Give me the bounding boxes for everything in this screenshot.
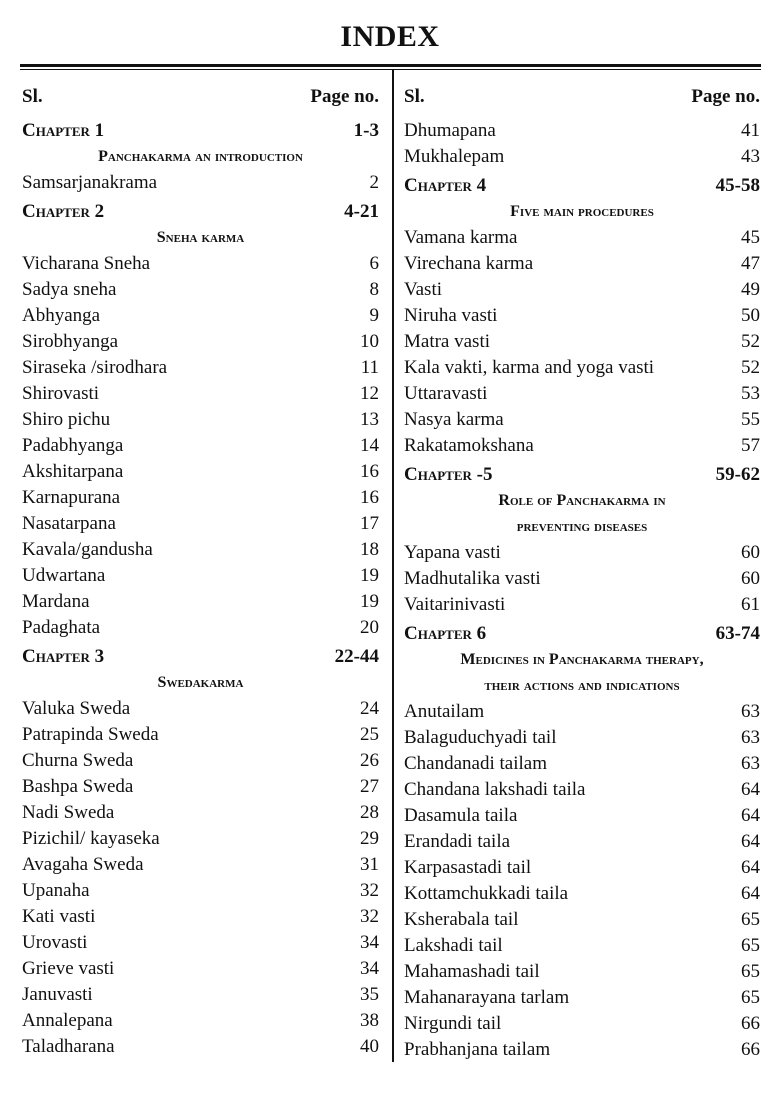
index-entry: [404, 355, 760, 381]
page-number: 16: [360, 461, 379, 482]
page-number: 9: [369, 305, 379, 326]
chapter-title: Chapter 3: [22, 646, 105, 667]
page-number: 31: [360, 854, 379, 875]
chapter-heading: [22, 199, 379, 225]
index-entry: [404, 985, 760, 1011]
index-entry: [22, 696, 379, 722]
entry-title: Matra vasti: [404, 331, 491, 352]
subtitle-text: Role of Panchakarma in: [498, 492, 666, 509]
page-number: 45: [741, 227, 760, 248]
page-number: 64: [741, 779, 760, 800]
entry-title: Karpasastadi tail: [404, 857, 532, 878]
page-number: 4-21: [344, 201, 379, 222]
page-number: 25: [360, 724, 379, 745]
section-subtitle: [22, 144, 379, 170]
entry-title: Mardana: [22, 591, 90, 612]
section-subtitle: [22, 225, 379, 251]
index-entry: [22, 251, 379, 277]
page-number: 64: [741, 831, 760, 852]
page-number: 66: [741, 1039, 760, 1060]
section-subtitle: [404, 514, 760, 540]
index-entry: [404, 907, 760, 933]
index-entry: [22, 381, 379, 407]
entry-title: Erandadi taila: [404, 831, 511, 852]
index-entry: [404, 829, 760, 855]
entry-title: Annalepana: [22, 1010, 113, 1031]
index-entry: [404, 855, 760, 881]
index-entry: [22, 982, 379, 1008]
index-entry: [22, 277, 379, 303]
page-number: 49: [741, 279, 760, 300]
entry-title: Bashpa Sweda: [22, 776, 134, 797]
entry-title: Dhumapana: [404, 120, 496, 141]
entry-title: Ksherabala tail: [404, 909, 519, 930]
entry-title: Balaguduchyadi tail: [404, 727, 557, 748]
chapter-heading: [22, 118, 379, 144]
subtitle-text: Swedakarma: [157, 674, 244, 691]
page-number: 26: [360, 750, 379, 771]
index-entry: [22, 615, 379, 641]
page-number: 27: [360, 776, 379, 797]
index-entry: [22, 329, 379, 355]
index-entry: [22, 303, 379, 329]
index-entry: [22, 1008, 379, 1034]
entry-title: Dasamula taila: [404, 805, 518, 826]
page-number: 57: [741, 435, 760, 456]
entry-title: Kavala/gandusha: [22, 539, 153, 560]
index-entry: [404, 540, 760, 566]
top-rule-thick: [20, 64, 761, 67]
page-number: 65: [741, 909, 760, 930]
section-subtitle: [404, 647, 760, 673]
index-entry: [404, 381, 760, 407]
page-number: 11: [360, 357, 379, 378]
index-entry: [404, 751, 760, 777]
entry-title: Nasya karma: [404, 409, 504, 430]
index-entry: [22, 485, 379, 511]
page-number: 43: [741, 146, 760, 167]
page-number: 24: [360, 698, 379, 719]
index-entry: [22, 433, 379, 459]
entry-title: Prabhanjana tailam: [404, 1039, 551, 1060]
page-number: 52: [741, 331, 760, 352]
page-number: 41: [741, 120, 760, 141]
index-entry: [404, 225, 760, 251]
entry-title: Grieve vasti: [22, 958, 115, 979]
entry-title: Uttaravasti: [404, 383, 488, 404]
chapter-title: Chapter 6: [404, 623, 487, 644]
chapter-title: Chapter 1: [22, 120, 105, 141]
index-entry: [404, 959, 760, 985]
entry-title: Virechana karma: [404, 253, 534, 274]
subtitle-text: preventing diseases: [516, 518, 648, 535]
page-number: 32: [360, 906, 379, 927]
entry-title: Churna Sweda: [22, 750, 134, 771]
entry-title: Kati vasti: [22, 906, 96, 927]
page-number: 29: [360, 828, 379, 849]
entry-title: Kottamchukkadi taila: [404, 883, 569, 904]
entry-title: Urovasti: [22, 932, 88, 953]
entry-title: Nadi Sweda: [22, 802, 115, 823]
page-number: 19: [360, 591, 379, 612]
index-entry: [22, 355, 379, 381]
index-entry: [404, 777, 760, 803]
page-number: 34: [360, 958, 379, 979]
page-number: 13: [360, 409, 379, 430]
page-number: 14: [360, 435, 379, 456]
chapter-heading: [404, 462, 760, 488]
column-divider: [392, 70, 394, 1062]
entry-title: Mukhalepam: [404, 146, 505, 167]
index-entry: [404, 251, 760, 277]
page-number: 34: [360, 932, 379, 953]
entry-title: Karnapurana: [22, 487, 121, 508]
index-entry: [404, 803, 760, 829]
entry-title: Vasti: [404, 279, 442, 300]
index-entry: [404, 1037, 760, 1063]
page-number: 12: [360, 383, 379, 404]
entry-title: Shiro pichu: [22, 409, 111, 430]
entry-title: Upanaha: [22, 880, 90, 901]
index-entry: [404, 329, 760, 355]
page-number: 18: [360, 539, 379, 560]
subtitle-text: their actions and indications: [484, 677, 680, 694]
page-number: 50: [741, 305, 760, 326]
index-entry: [404, 303, 760, 329]
entry-title: Akshitarpana: [22, 461, 124, 482]
index-entry: [404, 592, 760, 618]
entry-title: Kala vakti, karma and yoga vasti: [404, 357, 655, 378]
entry-title: Chandanadi tailam: [404, 753, 547, 774]
entry-title: Lakshadi tail: [404, 935, 503, 956]
section-subtitle: [404, 199, 760, 225]
index-entry: [22, 774, 379, 800]
page-number: 66: [741, 1013, 760, 1034]
page-number: 53: [741, 383, 760, 404]
entry-title: Madhutalika vasti: [404, 568, 541, 589]
page-number: 38: [360, 1010, 379, 1031]
page-number: 60: [741, 542, 760, 563]
index-entry: [22, 459, 379, 485]
page-number: 63: [741, 727, 760, 748]
index-entry: [22, 904, 379, 930]
page-number: 22-44: [334, 646, 379, 667]
page-number: 45-58: [715, 175, 760, 196]
page-number: 2: [369, 172, 379, 193]
page-number: 61: [741, 594, 760, 615]
page-number: 65: [741, 935, 760, 956]
entry-title: Niruha vasti: [404, 305, 498, 326]
page-number: 63-74: [715, 623, 760, 644]
column-header: [22, 84, 379, 110]
index-entry: [22, 878, 379, 904]
entry-title: Shirovasti: [22, 383, 100, 404]
chapter-title: Chapter -5: [404, 464, 493, 485]
entry-title: Nasatarpana: [22, 513, 116, 534]
entry-title: Pizichil/ kayaseka: [22, 828, 160, 849]
page-number: 16: [360, 487, 379, 508]
index-entry: [404, 881, 760, 907]
chapter-heading: [404, 621, 760, 647]
entry-title: Yapana vasti: [404, 542, 501, 563]
entry-title: Udwartana: [22, 565, 106, 586]
entry-title: Valuka Sweda: [22, 698, 131, 719]
header-sl: Sl.: [22, 86, 43, 107]
section-subtitle: [404, 488, 760, 514]
entry-title: Vicharana Sneha: [22, 253, 151, 274]
page-number: 47: [741, 253, 760, 274]
entry-title: Sadya sneha: [22, 279, 117, 300]
page-number: 40: [360, 1036, 379, 1057]
chapter-title: Chapter 2: [22, 201, 105, 222]
page-number: 60: [741, 568, 760, 589]
entry-title: Januvasti: [22, 984, 93, 1005]
page-number: 28: [360, 802, 379, 823]
chapter-heading: [22, 644, 379, 670]
entry-title: Anutailam: [404, 701, 485, 722]
index-entry: [404, 725, 760, 751]
page-number: 1-3: [353, 120, 379, 141]
section-subtitle: [404, 673, 760, 699]
index-entry: [404, 1011, 760, 1037]
index-entry: [22, 852, 379, 878]
index-entry: [22, 930, 379, 956]
page-number: 32: [360, 880, 379, 901]
entry-title: Abhyanga: [22, 305, 101, 326]
index-entry: [22, 537, 379, 563]
entry-title: Vamana karma: [404, 227, 518, 248]
entry-title: Samsarjanakrama: [22, 172, 158, 193]
page-number: 10: [360, 331, 379, 352]
header-sl: Sl.: [404, 86, 425, 107]
index-entry: [22, 1034, 379, 1060]
index-entry: [22, 956, 379, 982]
chapter-title: Chapter 4: [404, 175, 487, 196]
page-number: 19: [360, 565, 379, 586]
entry-title: Vaitarinivasti: [404, 594, 506, 615]
header-page-no: Page no.: [310, 86, 379, 107]
header-page-no: Page no.: [691, 86, 760, 107]
page-number: 8: [369, 279, 379, 300]
entry-title: Taladharana: [22, 1036, 115, 1057]
page-number: 64: [741, 883, 760, 904]
entry-title: Avagaha Sweda: [22, 854, 144, 875]
entry-title: Sirobhyanga: [22, 331, 119, 352]
page-number: 64: [741, 857, 760, 878]
entry-title: Padaghata: [22, 617, 101, 638]
index-entry: [404, 433, 760, 459]
page-number: 17: [360, 513, 379, 534]
page-number: 59-62: [715, 464, 760, 485]
subtitle-text: Five main procedures: [510, 203, 654, 220]
subtitle-text: Sneha karma: [156, 229, 245, 246]
index-entry: [404, 118, 760, 144]
index-entry: [404, 144, 760, 170]
index-entry: [22, 407, 379, 433]
entry-title: Padabhyanga: [22, 435, 124, 456]
index-entry: [404, 407, 760, 433]
entry-title: Patrapinda Sweda: [22, 724, 159, 745]
index-entry: [22, 563, 379, 589]
page-title: INDEX: [340, 20, 440, 53]
page-number: 64: [741, 805, 760, 826]
index-entry: [22, 589, 379, 615]
subtitle-text: Panchakarma an introduction: [98, 148, 303, 165]
page-number: 63: [741, 753, 760, 774]
page-number: 63: [741, 701, 760, 722]
entry-title: Mahanarayana tarlam: [404, 987, 570, 1008]
entry-title: Siraseka /sirodhara: [22, 357, 168, 378]
chapter-heading: [404, 173, 760, 199]
index-entry: [22, 170, 379, 196]
subtitle-text: Medicines in Panchakarma therapy,: [460, 651, 704, 668]
entry-title: Mahamashadi tail: [404, 961, 540, 982]
page-number: 55: [741, 409, 760, 430]
page-number: 6: [369, 253, 379, 274]
entry-title: Chandana lakshadi taila: [404, 779, 586, 800]
index-entry: [22, 511, 379, 537]
index-entry: [22, 800, 379, 826]
page-number: 65: [741, 987, 760, 1008]
index-entry: [22, 826, 379, 852]
top-rule-thin: [20, 69, 761, 70]
column-header: [404, 84, 760, 110]
entry-title: Rakatamokshana: [404, 435, 534, 456]
page-number: 52: [741, 357, 760, 378]
index-entry: [22, 722, 379, 748]
page-number: 65: [741, 961, 760, 982]
index-entry: [404, 566, 760, 592]
index-entry: [404, 933, 760, 959]
section-subtitle: [22, 670, 379, 696]
entry-title: Nirgundi tail: [404, 1013, 502, 1034]
index-entry: [404, 277, 760, 303]
index-entry: [22, 748, 379, 774]
index-entry: [404, 699, 760, 725]
page-number: 35: [360, 984, 379, 1005]
page-number: 20: [360, 617, 379, 638]
